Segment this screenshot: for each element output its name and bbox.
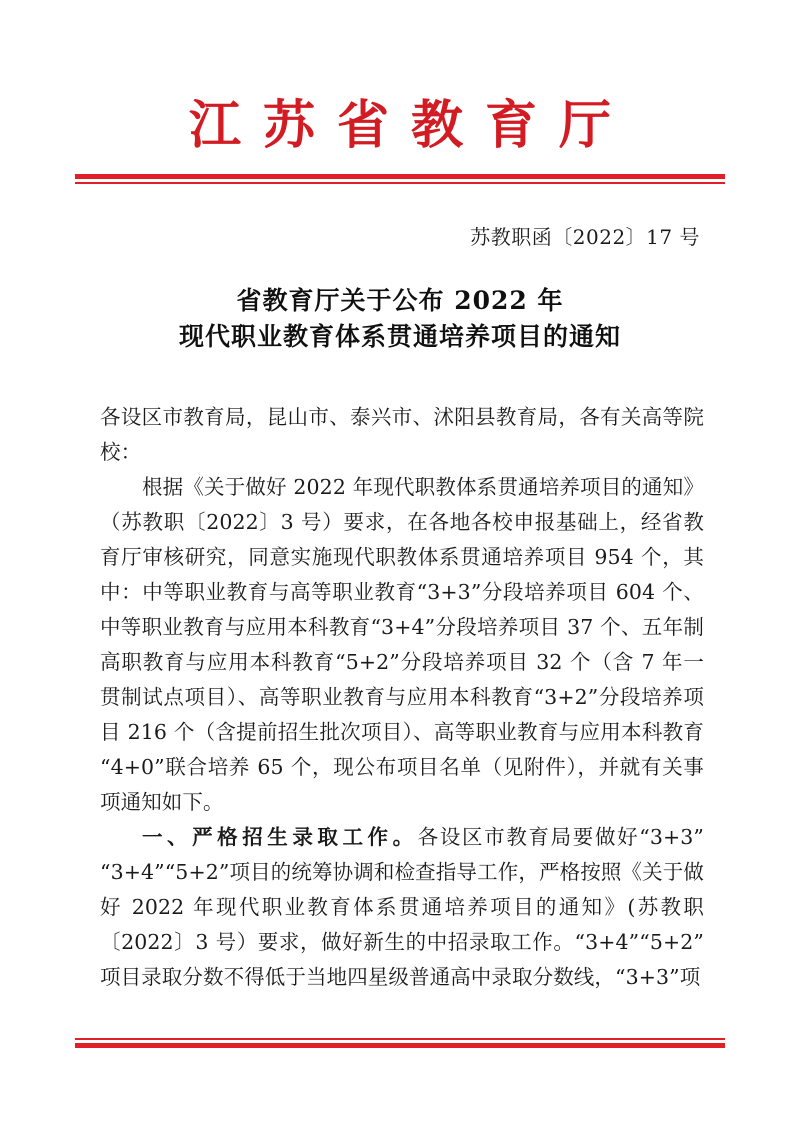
header-rule-thin — [75, 182, 725, 184]
document-body — [100, 400, 704, 995]
section-1 — [100, 820, 704, 995]
paragraph-overview: 根据《关于做好 2022 年现代职教体系贯通培养项目的通知》（苏教职〔2022〕3 号）要求，在各地各校申报基础上，经省教育厅审核研究，同意实施现代职教体系贯通培养项目 954 个，其中：中等职业教育与高等职业教育“3+3”分段培养项目 604 个、中等职业教育与应用本科教育“3+4”分段培养项目 37 个、五年制高职教育与应用本科教育“5+2”分段培养项目 32 个（含 7 年一贯制试点项目）、高等职业教育与应用本科教育“3+2”分段培养项目 216 个（含提前招生批次项目）、高等职业教育与应用本科教育“4+0”联合培养 65 个，现公布项目名单（见附件），并就有关事项通知如下。 — [100, 475, 704, 814]
letterhead-masthead — [0, 95, 800, 157]
salutation: 各设区市教育局，昆山市、泰兴市、沭阳县教育局，各有关高等院校： — [100, 405, 704, 464]
footer-red-rule — [75, 1038, 725, 1048]
document-number: 苏教职函〔2022〕17 号 — [470, 225, 700, 249]
header-red-rule — [75, 174, 725, 184]
footer-rule-thick — [75, 1043, 725, 1048]
section-1-heading: 一、严格招生录取工作。 — [142, 825, 418, 849]
document-title-line-1: 省教育厅关于公布 2022 年 — [236, 286, 564, 315]
section-1-body: 各设区市教育局要做好“3+3”“3+4”“5+2”项目的统筹协调和检查指导工作，严格按照《关于做好 2022 年现代职业教育体系贯通培养项目的通知》(苏教职〔2022〕3 号）要求，做好新生的中招录取工作。“3+4”“5+2”项目录取分数不得低于当地四星级普通高中录取分数线，“3+3”项 — [100, 825, 704, 989]
document-title-line-2: 现代职业教育体系贯通培养项目的通知 — [178, 322, 621, 351]
issuing-agency-title: 江苏省教育厅 — [188, 95, 633, 156]
document-title — [100, 283, 700, 355]
